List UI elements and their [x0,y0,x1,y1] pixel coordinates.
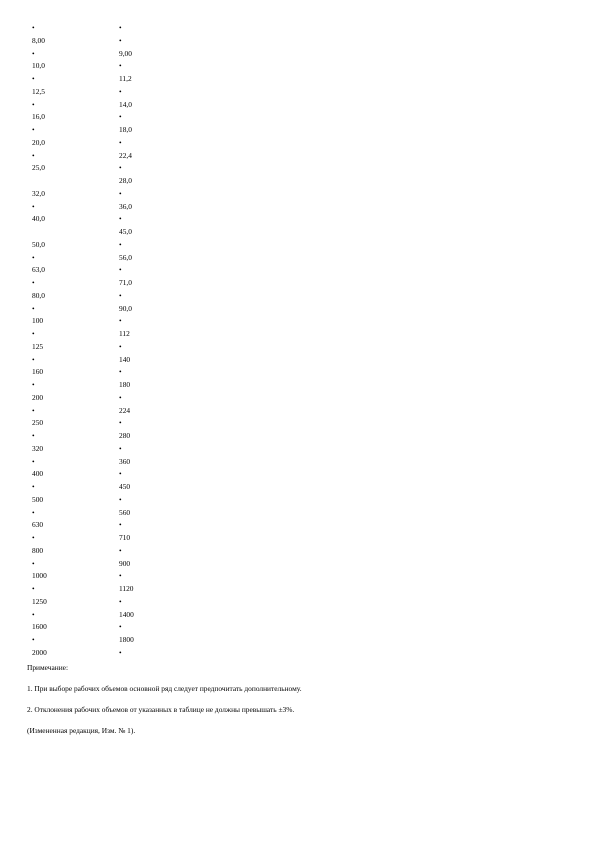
table-row [32,354,232,367]
main-series-cell: 1000 [32,571,47,581]
main-series-cell: 25,0 [32,163,45,173]
main-series-cell: 80,0 [32,290,45,300]
table-row [32,507,232,520]
main-series-cell: 2000 [32,647,47,657]
main-series-cell: • [32,23,35,32]
main-series-cell: 800 [32,545,44,555]
main-series-cell: • [32,431,35,440]
additional-series-cell: 140 [119,354,131,364]
additional-series-cell: 112 [119,329,130,338]
additional-series-cell: 1120 [119,584,134,593]
main-series-cell: • [32,456,35,466]
additional-series-cell: • [119,571,122,581]
additional-series-cell: • [119,316,122,326]
table-row [32,481,232,494]
table-row [32,175,232,188]
main-series-cell: • [32,354,35,364]
main-series-cell: 20,0 [32,137,45,147]
table-row [32,290,232,303]
additional-series-cell: 36,0 [119,201,132,211]
table-row [32,468,232,481]
table-row [32,609,232,622]
additional-series-cell: 900 [119,558,131,568]
main-series-cell: • [32,405,35,415]
table-row [32,379,232,392]
table-row [32,341,232,354]
table-row [32,405,232,418]
volume-series-table [32,22,232,660]
main-series-cell: • [32,482,35,491]
table-row [32,545,232,558]
additional-series-cell: • [119,520,122,530]
table-row [32,303,232,316]
main-series-cell: • [32,329,35,338]
main-series-cell: 8,00 [32,35,45,45]
main-series-cell: 500 [32,494,44,504]
main-series-cell: • [32,252,35,262]
table-row [32,456,232,469]
table-row [32,570,232,583]
additional-series-cell: • [119,23,122,32]
table-row [32,226,232,239]
additional-series-cell: • [119,367,122,377]
table-row [32,494,232,507]
table-row [32,188,232,201]
table-row [32,150,232,163]
table-row [32,392,232,405]
additional-series-cell: • [119,341,122,351]
main-series-cell: • [32,558,35,568]
main-series-cell: 630 [32,520,44,530]
additional-series-cell: • [119,545,122,555]
revision-note: (Измененная редакция, Изм. № 1). [27,726,136,735]
additional-series-cell: 90,0 [119,303,132,313]
main-series-cell: 1250 [32,596,47,606]
table-row [32,35,232,48]
additional-series-cell: 71,0 [119,278,132,287]
table-row [32,647,232,660]
main-series-cell: • [32,74,35,83]
table-row [32,315,232,328]
main-series-cell: 12,5 [32,86,45,96]
main-series-cell: 100 [32,316,44,326]
main-series-cell: • [32,99,35,109]
additional-series-cell: 1400 [119,609,134,619]
notes-section [27,662,567,746]
notes-heading: Примечание: [27,663,69,672]
additional-series-cell: • [119,290,122,300]
additional-series-cell: 710 [119,533,131,542]
main-series-cell: 1600 [32,622,47,632]
additional-series-cell: • [119,137,122,147]
additional-series-cell: • [119,265,122,275]
table-row [32,328,232,341]
table-row [32,60,232,73]
additional-series-cell: • [119,443,122,453]
additional-series-cell: 56,0 [119,252,132,262]
table-row [32,583,232,596]
additional-series-cell: • [119,239,122,249]
table-row [32,277,232,290]
additional-series-cell: 28,0 [119,176,132,185]
main-series-cell: • [32,48,35,58]
table-row [32,430,232,443]
additional-series-cell: 180 [119,380,131,389]
main-series-cell: 10,0 [32,61,45,71]
table-row [32,137,232,150]
main-series-cell: • [32,150,35,160]
additional-series-cell: 22,4 [119,150,132,160]
additional-series-cell: 224 [119,405,131,415]
table-row [32,596,232,609]
main-series-cell: 32,0 [32,188,45,198]
table-row [32,86,232,99]
table-row [32,634,232,647]
additional-series-cell: 1800 [119,635,134,644]
table-row [32,264,232,277]
table-row [32,443,232,456]
table-row [32,519,232,532]
additional-series-cell: • [119,596,122,606]
main-series-cell: • [32,278,35,287]
table-row [32,73,232,86]
table-row [32,213,232,226]
main-series-cell: • [32,533,35,542]
table-row [32,111,232,124]
table-row [32,48,232,61]
table-row [32,252,232,265]
main-series-cell: • [32,125,35,134]
main-series-cell: 16,0 [32,112,45,122]
main-series-cell: • [32,584,35,593]
main-series-cell: 50,0 [32,239,45,249]
additional-series-cell: • [119,35,122,45]
table-row [32,532,232,545]
additional-series-cell: 18,0 [119,125,132,134]
note-item-1: 1. При выборе рабочих объемов основной ряд следует предпочитать дополнительному. [27,684,302,693]
table-row [32,201,232,214]
table-row [32,366,232,379]
table-row [32,124,232,137]
main-series-cell: 320 [32,443,44,453]
main-series-cell: 40,0 [32,214,45,224]
additional-series-cell: 360 [119,456,131,466]
main-series-cell: 250 [32,418,44,428]
additional-series-cell: 9,00 [119,48,132,58]
main-series-cell: • [32,201,35,211]
additional-series-cell: • [119,163,122,173]
additional-series-cell: • [119,392,122,402]
main-series-cell: 200 [32,392,44,402]
main-series-cell: • [32,507,35,517]
additional-series-cell: • [119,494,122,504]
additional-series-cell: 11,2 [119,74,132,83]
table-row [32,99,232,112]
additional-series-cell: • [119,418,122,428]
table-row [32,558,232,571]
additional-series-cell: • [119,112,122,122]
table-row [32,417,232,430]
additional-series-cell: 14,0 [119,99,132,109]
main-series-cell: • [32,303,35,313]
additional-series-cell: 450 [119,482,131,491]
main-series-cell: 125 [32,341,44,351]
additional-series-cell: • [119,188,122,198]
table-row [32,22,232,35]
table-row [32,239,232,252]
additional-series-cell: • [119,622,122,632]
main-series-cell: • [32,635,35,644]
additional-series-cell: 280 [119,431,131,440]
main-series-cell: 63,0 [32,265,45,275]
main-series-cell: 160 [32,367,44,377]
main-series-cell: • [32,609,35,619]
additional-series-cell: • [119,61,122,71]
additional-series-cell: • [119,214,122,224]
table-row [32,162,232,175]
additional-series-cell: • [119,469,122,479]
note-item-2: 2. Отклонения рабочих объемов от указанных в таблице не должны превышать ±3%. [27,705,295,714]
additional-series-cell: 45,0 [119,227,132,236]
main-series-cell: • [32,380,35,389]
additional-series-cell: • [119,86,122,96]
additional-series-cell: • [119,647,122,657]
additional-series-cell: 560 [119,507,131,517]
main-series-cell: 400 [32,469,44,479]
table-row [32,621,232,634]
